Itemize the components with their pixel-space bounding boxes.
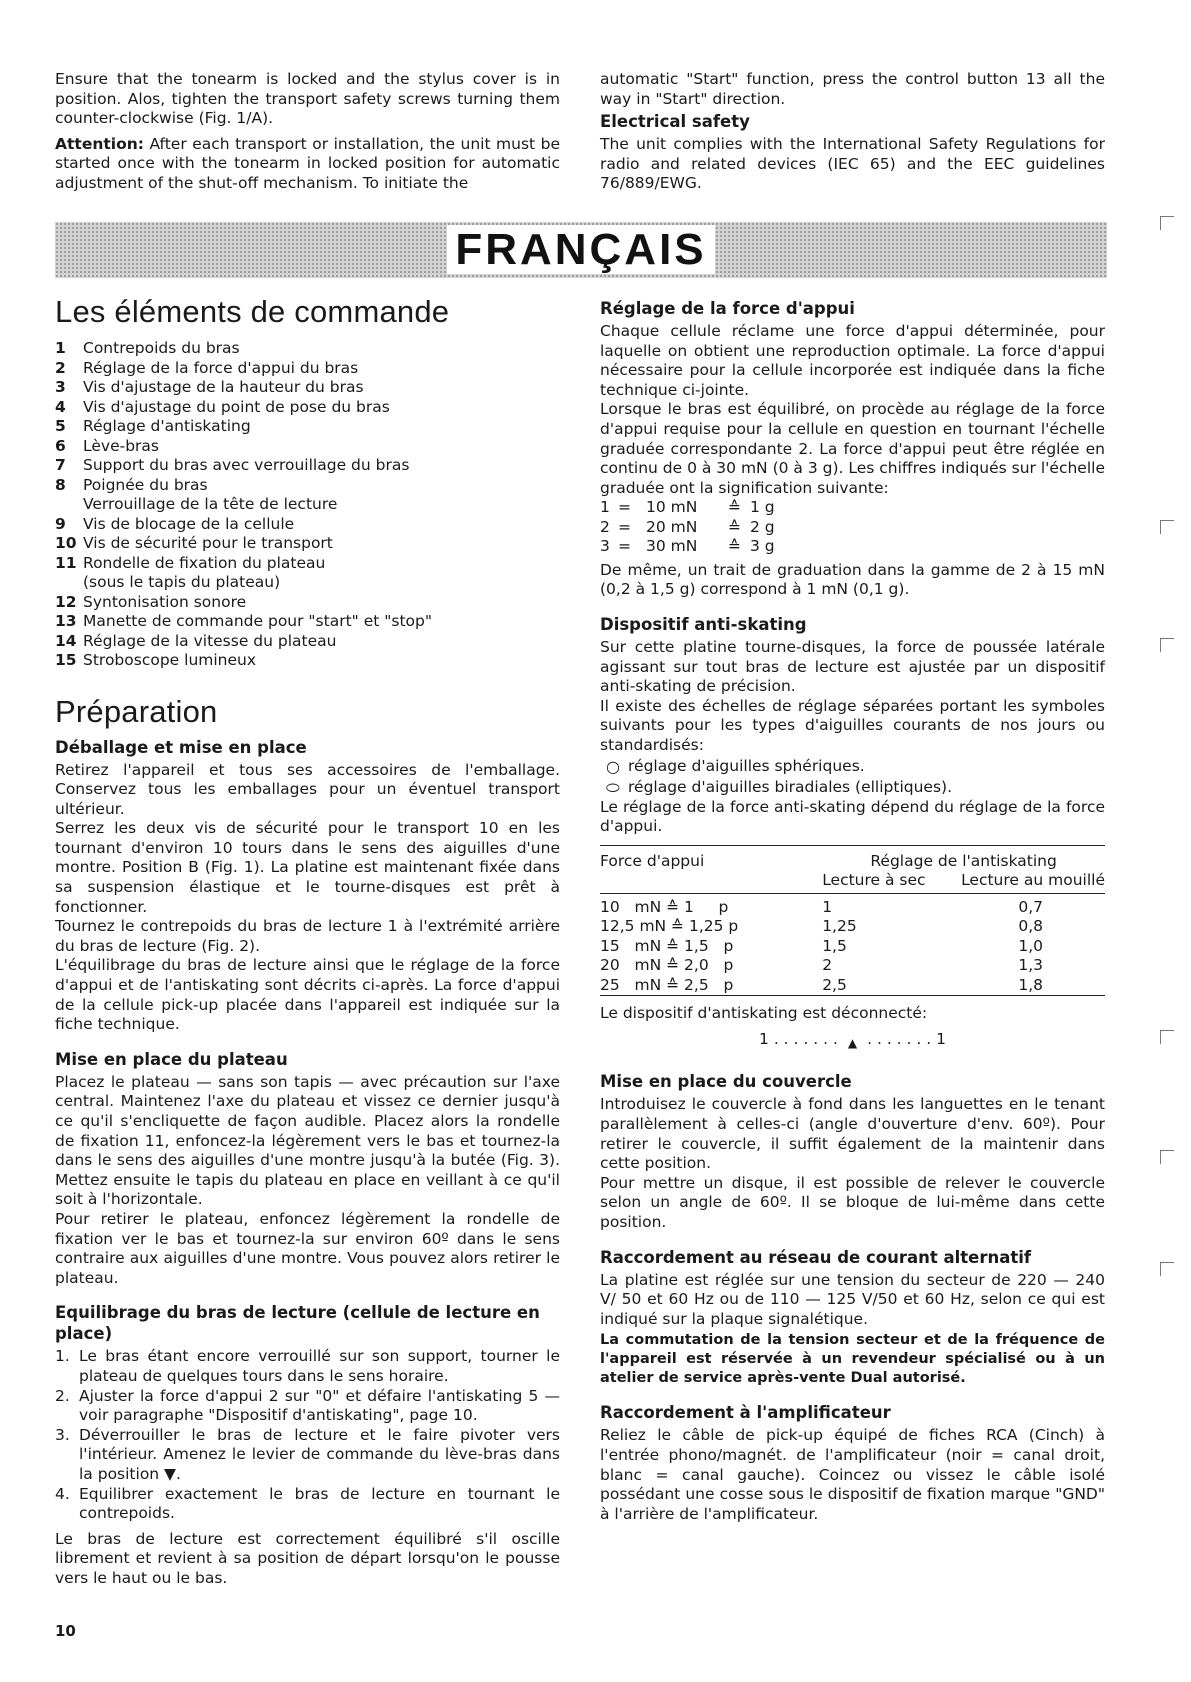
table-row <box>600 917 1105 937</box>
force-equivalence-a: 1 <box>600 498 610 517</box>
top-left-column <box>55 70 560 200</box>
table-cell: 20 mN ≙ 2,0 p <box>600 956 734 975</box>
electrical-safety-text: The unit complies with the International Safety Regulations for radio and related devices (IEC 65) and the EEC guidelines 76/889/EWG. <box>600 135 1105 193</box>
control-item-label: Support du bras avec verrouillage du bras <box>83 456 410 474</box>
antiskating-p1: Sur cette platine tourne-disques, la force de poussée latérale agissant sur tout bras de lecture est ajustée par un dispositif anti-skating de précision. <box>600 638 1105 696</box>
top-right-column <box>600 70 1105 200</box>
cover-p2: Pour mettre un disque, il est possible de relever le couvercle selon un angle de 60º. Il se bloque de lui-même dans cette position. <box>600 1173 1105 1232</box>
edge-mark <box>1160 638 1161 652</box>
control-item <box>55 398 560 418</box>
top-left-paragraph-2 <box>55 135 560 194</box>
control-item <box>55 573 560 593</box>
equals-sign: = <box>618 537 631 556</box>
equals-sign: = <box>618 517 631 536</box>
force-equivalence-b: 20 mN <box>646 517 698 536</box>
control-item-label: Poignée du bras <box>83 475 208 494</box>
top-left-paragraph-1: Ensure that the tonearm is locked and the stylus cover is in position. Alos, tighten the transport safety screws turning them counter-clockwise (Fig. 1/A). <box>55 70 560 128</box>
platter-p2: Pour retirer le plateau, enfoncez légèrement la rondelle de fixation ver le bas et tournez-la sur environ 60º dans le sens contraire aux aiguilles d'une montre. Vous pouvez alors retirer le plateau. <box>55 1209 560 1287</box>
attention-text: After each transport or installation, the unit must be started once with the tonearm in locked position for automatic adjustment of the shut-off mechanism. To initiate the <box>55 134 561 192</box>
antiskating-p2: Il existe des échelles de réglage séparées portant les symboles suivants pour les types d'aiguilles courants de nos jours ou standardisés: <box>600 696 1105 754</box>
control-item <box>55 593 560 613</box>
ellipse-icon: ⬭ <box>606 777 620 797</box>
table-cell: 1,5 <box>822 936 847 955</box>
force-equivalences <box>600 498 1105 557</box>
cover-p1: Introduisez le couvercle à fond dans les languettes en le tenant parallèlement à celles-ci (angle d'ouverture d'env. 60º). Pour retirer le couvercle, il suffit également de la maintenir dans cette position. <box>600 1095 1105 1173</box>
control-item <box>55 534 560 554</box>
balancing-list <box>55 1347 560 1523</box>
platter-p1: Placez le plateau — sans son tapis — avec précaution sur l'axe central. Maintenez l'axe du plateau et vissez ce dernier jusqu'à ce qu'il s'encliquette de façon audible. Placez alors la rondelle de fixation 11, enfoncez-la légèrement vers le bas et tournez-la dans le sens des aiguilles d'une montre jusqu'à la butée (Fig. 3). Mettez ensuite le tapis du plateau en place en veillant à ce qu'il soit à l'horizontale. <box>55 1072 560 1209</box>
control-item-number <box>55 495 83 515</box>
force-equivalence-c: 3 g <box>750 537 775 556</box>
antiskating-heading: Dispositif anti-skating <box>600 615 807 635</box>
antiskating-off-text: Le dispositif d'antiskating est déconnecté: <box>600 1004 928 1023</box>
control-item-number: 9 <box>55 514 66 533</box>
left-column <box>55 293 560 1594</box>
amp-p1: Reliez le câble de pick-up équipé de fiches RCA (Cinch) à l'entrée phono/magnét. de l'amplificateur (noir = canal droit, blanc = canal gauche). Coincez ou vissez le câble isolé possédant une cosse sous le dispositif de fixation marque "GND" à l'arrière de l'amplificateur. <box>600 1426 1105 1523</box>
control-item-number: 10 <box>55 534 77 552</box>
force-equivalence-row <box>600 518 1105 538</box>
table-cell: 1,8 <box>943 976 1105 996</box>
elliptical-bullet <box>600 777 1105 798</box>
scale-left: 1 . . . . . . . <box>759 1029 838 1048</box>
force-equivalence-b: 30 mN <box>646 537 698 556</box>
corresponds-sign: ≙ <box>728 498 741 517</box>
control-item-label: Manette de commande pour "start" et "stop" <box>83 612 432 630</box>
edge-mark <box>1160 638 1174 639</box>
force-equivalence-row <box>600 498 1105 518</box>
table-header-force: Force d'appui <box>600 845 822 871</box>
control-item-number: 7 <box>55 456 66 474</box>
control-item <box>55 632 560 652</box>
mains-p1: La platine est réglée sur une tension du secteur de 220 — 240 V/ 50 et 60 Hz ou de 110 — 125 V/50 et 60 Hz, selon ce qui est indiqué sur la plaque signalétique. <box>600 1270 1105 1328</box>
page-number: 10 <box>55 1622 76 1640</box>
force-equivalence-c: 1 g <box>750 498 775 517</box>
unpacking-heading: Déballage et mise en place <box>55 737 307 757</box>
spherical-text: réglage d'aiguilles sphériques. <box>628 756 865 775</box>
control-item-label: Vis d'ajustage de la hauteur du bras <box>83 378 364 396</box>
control-item-label: Lève-bras <box>83 436 159 455</box>
control-item-label: Contrepoids du bras <box>83 339 240 357</box>
edge-mark <box>1160 1262 1161 1276</box>
edge-mark <box>1160 1262 1174 1263</box>
balancing-step-text: Ajuster la force d'appui 2 sur "0" et défaire l'antiskating 5 — voir paragraphe "Dispositif d'antiskating", page 10. <box>79 1386 560 1425</box>
control-item-number: 14 <box>55 631 77 650</box>
control-item <box>55 554 560 574</box>
control-item <box>55 339 560 359</box>
control-item-label: Réglage d'antiskating <box>83 417 251 435</box>
control-item-number <box>55 573 83 593</box>
balancing-step-number: 1. <box>55 1347 70 1366</box>
table-cell: 25 mN ≙ 2,5 p <box>600 976 822 996</box>
control-item-label: (sous le tapis du plateau) <box>83 573 281 591</box>
table-cell: 2,5 <box>822 976 943 996</box>
table-header-dry: Lecture à sec <box>822 871 943 893</box>
control-item <box>55 515 560 535</box>
edge-mark <box>1160 216 1174 217</box>
control-item-number: 6 <box>55 436 66 455</box>
control-item <box>55 612 560 632</box>
control-item-label: Vis de sécurité pour le transport <box>83 534 333 552</box>
table-row <box>600 956 1105 976</box>
force-heading: Réglage de la force d'appui <box>600 299 855 318</box>
table-cell: 1,3 <box>1018 956 1043 975</box>
table-cell: 1,0 <box>1018 936 1043 955</box>
control-item-number: 5 <box>55 417 66 435</box>
control-item-label: Réglage de la vitesse du plateau <box>83 631 337 650</box>
balancing-step <box>55 1426 560 1485</box>
control-item-number: 11 <box>55 553 77 572</box>
circle-icon: ○ <box>606 756 620 776</box>
balancing-step <box>55 1387 560 1426</box>
control-item-label: Syntonisation sonore <box>83 592 247 611</box>
control-item <box>55 651 560 671</box>
spherical-bullet <box>600 756 1105 777</box>
unpacking-p4: L'équilibrage du bras de lecture ainsi que le réglage de la force d'appui et de l'antiskating sont décrits ci-après. La force d'appui de la cellule pick-up placée dans l'appareil est indiquée sur la fiche technique. <box>55 956 560 1034</box>
control-item <box>55 378 560 398</box>
force-p1: Chaque cellule réclame une force d'appui déterminée, pour laquelle on obtient une reproduction optimale. La force d'appui nécessaire pour la cellule incorporée est indiquée dans la fiche technique ci-jointe. <box>600 322 1105 399</box>
unpacking-p3: Tournez le contrepoids du bras de lecture 1 à l'extrémité arrière du bras de lecture (Fig. 2). <box>55 917 560 955</box>
balancing-step-number: 4. <box>55 1484 70 1503</box>
balancing-step-text: Equilibrer exactement le bras de lecture en tournant le contrepoids. <box>79 1484 560 1523</box>
balancing-step-text: Le bras étant encore verrouillé sur son support, tourner le plateau de quelques tours dans le sens horaire. <box>79 1347 560 1385</box>
table-cell: 1 <box>822 897 833 916</box>
platter-heading: Mise en place du plateau <box>55 1049 288 1069</box>
table-cell: 0,8 <box>1018 917 1043 936</box>
table-cell: 10 mN ≙ 1 p <box>600 897 729 916</box>
unpacking-p2: Serrez les deux vis de sécurité pour le transport 10 en les tournant d'environ 10 tours dans le sens des aiguilles d'une montre. Position B (Fig. 1). La platine est maintenant fixée dans sa suspension élastique et le tourne-disques est prêt à fonctionner. <box>55 819 560 916</box>
control-item-number: 12 <box>55 592 77 611</box>
control-item-label: Stroboscope lumineux <box>83 651 257 669</box>
mains-p2: La commutation de la tension secteur et de la fréquence de l'appareil est réservée à un revendeur spécialisé ou à un atelier de service après-vente Dual autorisé. <box>600 1332 1105 1387</box>
controls-heading: Les éléments de commande <box>55 294 450 329</box>
force-equivalence-a: 2 <box>600 517 610 536</box>
control-item <box>55 476 560 496</box>
mains-heading: Raccordement au réseau de courant alternatif <box>600 1247 1032 1267</box>
table-cell: 0,7 <box>1018 897 1043 916</box>
table-row <box>600 893 1105 917</box>
control-item-number: 8 <box>55 475 66 494</box>
balancing-heading: Equilibrage du bras de lecture (cellule de lecture en place) <box>55 1303 540 1344</box>
controls-list <box>55 339 560 671</box>
unpacking-p1: Retirez l'appareil et tous ses accessoires de l'emballage. Conservez tous les emballages pour un éventuel transport ultérieur. <box>55 760 560 818</box>
amp-heading: Raccordement à l'amplificateur <box>600 1403 891 1423</box>
elliptical-text: réglage d'aiguilles biradiales (elliptiques). <box>628 777 953 796</box>
antiskating-p3: Le réglage de la force anti-skating dépend du réglage de la force d'appui. <box>600 797 1105 836</box>
edge-mark <box>1160 520 1161 534</box>
scale-right: . . . . . . . 1 <box>867 1029 946 1048</box>
control-item-label: Verrouillage de la tête de lecture <box>83 495 338 513</box>
control-item-number: 15 <box>55 651 77 669</box>
table-header-wet: Lecture au mouillé <box>943 871 1105 893</box>
table-cell: 2 <box>822 956 833 975</box>
banner-title: FRANÇAIS <box>447 225 714 274</box>
control-item-label: Vis d'ajustage du point de pose du bras <box>83 397 390 416</box>
force-equivalence-row <box>600 537 1105 557</box>
edge-mark <box>1160 216 1161 230</box>
balancing-step-text: Déverrouiller le bras de lecture et le faire pivoter vers l'intérieur. Amenez le levier de commande du lève-bras dans la position ▼. <box>79 1425 560 1483</box>
control-item <box>55 456 560 476</box>
force-p3: De même, un trait de graduation dans la gamme de 2 à 15 mN (0,2 à 1,5 g) correspond à 1 mN (0,1 g). <box>600 560 1105 599</box>
corresponds-sign: ≙ <box>728 537 741 556</box>
preparation-heading: Préparation <box>55 693 218 729</box>
attention-label: Attention: <box>55 134 144 153</box>
edge-mark <box>1160 520 1174 521</box>
control-item-label: Rondelle de fixation du plateau <box>83 553 326 572</box>
scale-mark-icon: ▲ <box>847 1035 858 1050</box>
force-equivalence-c: 2 g <box>750 517 775 536</box>
control-item <box>55 437 560 457</box>
table-header-antiskating: Réglage de l'antiskating <box>822 845 1105 871</box>
force-equivalence-b: 10 mN <box>646 498 698 517</box>
edge-mark <box>1160 1030 1174 1031</box>
edge-mark <box>1160 1150 1174 1151</box>
control-item-number: 2 <box>55 358 66 377</box>
balancing-step-number: 3. <box>55 1425 70 1444</box>
table-row <box>600 976 1105 996</box>
table-row <box>600 937 1105 957</box>
balancing-text: Le bras de lecture est correctement équilibré s'il oscille librement et revient à sa position de départ lorsqu'on le pousse vers le haut ou le bas. <box>55 1529 560 1587</box>
corresponds-sign: ≙ <box>728 517 741 536</box>
balancing-step <box>55 1485 560 1524</box>
balancing-step <box>55 1347 560 1386</box>
antiskating-table <box>600 845 1105 997</box>
control-item-number: 13 <box>55 612 77 630</box>
equals-sign: = <box>618 498 631 517</box>
right-column <box>600 298 1105 1530</box>
control-item-label: Vis de blocage de la cellule <box>83 514 295 533</box>
edge-mark <box>1160 1150 1161 1164</box>
balancing-step-number: 2. <box>55 1386 70 1405</box>
cover-heading: Mise en place du couvercle <box>600 1072 852 1092</box>
top-right-paragraph-1: automatic "Start" function, press the control button 13 all the way in "Start" direction. <box>600 70 1105 108</box>
table-cell: 12,5 mN ≙ 1,25 p <box>600 917 739 936</box>
table-cell: 15 mN ≙ 1,5 p <box>600 936 734 955</box>
table-cell: 1,25 <box>822 917 857 936</box>
control-item <box>55 417 560 437</box>
control-item <box>55 359 560 379</box>
control-item <box>55 495 560 515</box>
force-p2: Lorsque le bras est équilibré, on procède au réglage de la force d'appui requise pour la cellule en question en tournant l'échelle graduée correspondante 2. La force d'appui peut être réglée en continu de 0 à 30 mN (0 à 3 g). Les chiffres indiqués sur l'échelle graduée ont la signification suivante: <box>600 400 1105 497</box>
antiskating-scale <box>600 1030 1105 1054</box>
control-item-number: 1 <box>55 339 66 357</box>
edge-mark <box>1160 1030 1161 1044</box>
control-item-number: 3 <box>55 378 66 396</box>
electrical-safety-heading: Electrical safety <box>600 112 750 132</box>
language-banner <box>55 222 1107 278</box>
control-item-number: 4 <box>55 397 66 416</box>
force-equivalence-a: 3 <box>600 537 610 556</box>
control-item-label: Réglage de la force d'appui du bras <box>83 358 359 377</box>
